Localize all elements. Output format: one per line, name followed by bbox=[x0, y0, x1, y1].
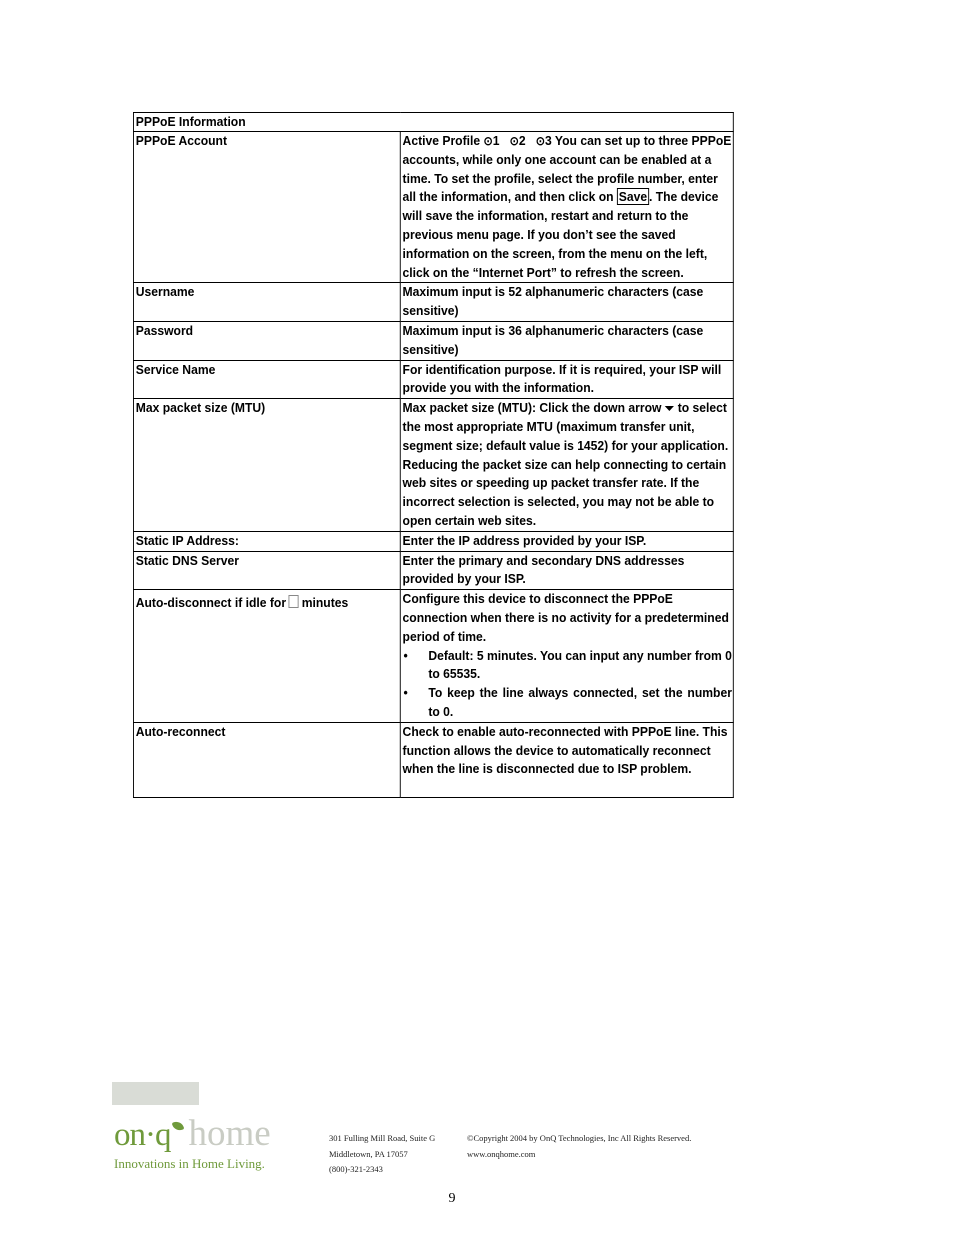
row-desc-pppoe-account bbox=[400, 132, 733, 283]
profile-option-2: 2 bbox=[518, 133, 526, 148]
address-line: (800)-321-2343 bbox=[329, 1164, 383, 1174]
table-row bbox=[133, 132, 733, 283]
row-desc-password: Maximum input is 36 alphanumeric characters (case sensitive) bbox=[400, 321, 733, 360]
address-line: 301 Fulling Mill Road, Suite G bbox=[329, 1133, 436, 1143]
table-row bbox=[133, 399, 733, 532]
row-desc-static-ip: Enter the IP address provided by your ISP. bbox=[400, 531, 733, 551]
row-label-static-dns: Static DNS Server bbox=[133, 551, 400, 590]
address-line: Middletown, PA 17057 bbox=[329, 1148, 408, 1159]
auto-disconnect-bullets bbox=[403, 647, 732, 722]
minutes-label: minutes bbox=[301, 595, 349, 611]
account-desc-part2: . The device will save the information, restart and return to the previous menu page. If you don’t see the saved information on the screen, from the menu on the left, click on the “Internet Port” to refresh the screen. bbox=[402, 189, 719, 280]
profile-option-1: 1 bbox=[492, 133, 500, 148]
row-label-auto-disconnect bbox=[133, 590, 400, 723]
row-desc-username: Maximum input is 52 alphanumeric characters (case sensitive) bbox=[400, 283, 733, 322]
row-label-password: Password bbox=[133, 321, 400, 360]
table-row bbox=[133, 360, 733, 399]
logo-tagline: Innovations in Home Living. bbox=[114, 1156, 265, 1171]
table-title: PPPoE Information bbox=[133, 113, 733, 132]
page-number: 9 bbox=[448, 1191, 456, 1206]
auto-disconnect-desc: Configure this device to disconnect the PPPoE connection when there is no activity for a predetermined period of time. bbox=[402, 591, 729, 644]
row-label-auto-reconnect: Auto-reconnect bbox=[133, 722, 400, 797]
footer-copyright bbox=[467, 1131, 691, 1162]
logo-onq-text: on·q bbox=[114, 1117, 171, 1153]
mtu-desc-part1: Max packet size (MTU): Click the down arrow bbox=[402, 400, 662, 416]
footer-address bbox=[329, 1131, 435, 1178]
table-row bbox=[133, 283, 733, 322]
save-button-reference: Save bbox=[618, 189, 648, 205]
auto-disconnect-label: Auto-disconnect if idle for bbox=[135, 595, 287, 611]
row-label-pppoe-account: PPPoE Account bbox=[133, 132, 400, 283]
radio-icon: ⊙ bbox=[509, 134, 519, 148]
table-row bbox=[133, 321, 733, 360]
onq-home-logo bbox=[114, 1112, 271, 1155]
account-desc-part1: You can set up to three PPPoE accounts, while only one account can be enabled at a time. To set the profile, select the profile number, enter all the information, and then click on bbox=[402, 133, 732, 205]
down-arrow-icon bbox=[665, 406, 674, 411]
website-link[interactable]: www.onqhome.com bbox=[467, 1148, 536, 1159]
footer-color-bar bbox=[112, 1082, 199, 1105]
profile-option-3: 3 bbox=[545, 133, 552, 148]
radio-icon: ⊙ bbox=[535, 134, 546, 148]
logo-home-text: home bbox=[188, 1113, 271, 1154]
row-desc-auto-reconnect: Check to enable auto-reconnected with PPPoE line. This function allows the device to automatically reconnect when the line is disconnected due to ISP problem. bbox=[400, 722, 733, 797]
idle-minutes-box-icon bbox=[289, 595, 299, 608]
radio-icon: ⊙ bbox=[483, 134, 493, 148]
table-header-row bbox=[133, 113, 733, 132]
row-label-username: Username bbox=[133, 283, 400, 322]
row-desc-mtu bbox=[400, 399, 733, 532]
list-item: • Default: 5 minutes. You can input any number from 0 to 65535. bbox=[428, 647, 732, 685]
list-item: • To keep the line always connected, set the number to 0. bbox=[428, 684, 732, 722]
table-row bbox=[133, 590, 733, 723]
mtu-desc-part2: to select the most appropriate MTU (maximum transfer unit, segment size; default value is 1452) for your application. Reducing the packet size can help connecting to certain web sites or speeding up packet transfer rate. If the incorrect selection is selected, you may not be able to open certain web sites. bbox=[402, 400, 729, 528]
active-profile-label: Active Profile bbox=[402, 133, 481, 148]
row-desc-static-dns: Enter the primary and secondary DNS addresses provided by your ISP. bbox=[400, 551, 733, 590]
row-label-mtu: Max packet size (MTU) bbox=[133, 399, 400, 532]
pppoe-info-table bbox=[133, 112, 734, 798]
row-desc-service-name: For identification purpose. If it is required, your ISP will provide you with the information. bbox=[400, 360, 733, 399]
table-row bbox=[133, 551, 733, 590]
row-label-static-ip: Static IP Address: bbox=[133, 531, 400, 551]
table-row bbox=[133, 531, 733, 551]
row-desc-auto-disconnect bbox=[400, 590, 733, 723]
copyright-line: ©Copyright 2004 by OnQ Technologies, Inc All Rights Reserved. bbox=[467, 1133, 692, 1143]
table-row bbox=[133, 722, 733, 797]
leaf-icon bbox=[171, 1120, 184, 1133]
row-label-service-name: Service Name bbox=[133, 360, 400, 399]
